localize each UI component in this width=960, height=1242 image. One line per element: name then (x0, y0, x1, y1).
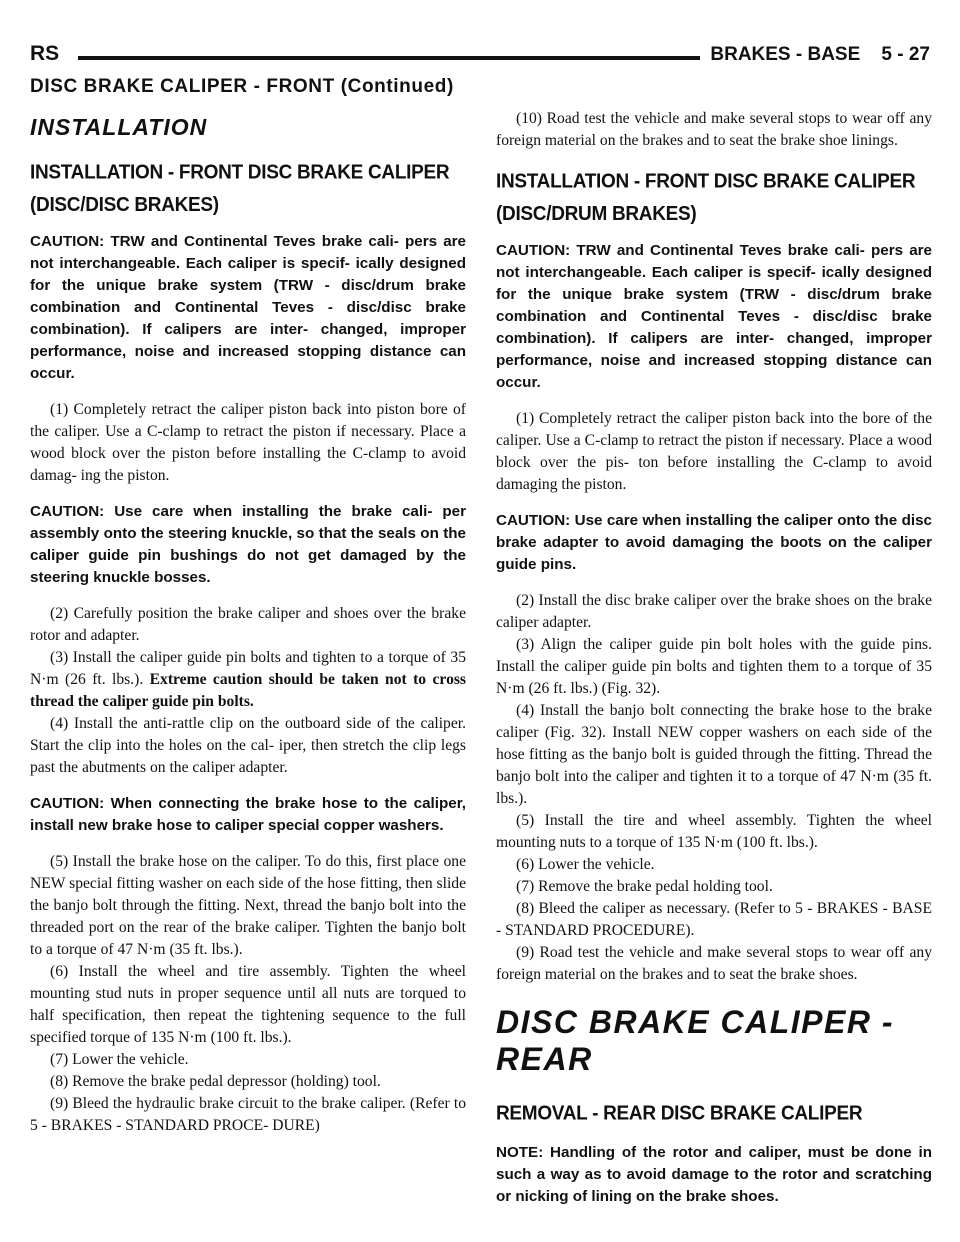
caution-note: CAUTION: When connecting the brake hose to the caliper, install new brake hose to caliper special copper washers. (30, 795, 466, 834)
procedure-step: (2) Install the disc brake caliper over the brake shoes on the brake caliper adapter. (496, 592, 932, 631)
disc-disc-installation-heading: INSTALLATION - FRONT DISC BRAKE CALIPER (DISC/DISC BRAKES) (30, 161, 450, 217)
procedure-step: (5) Install the tire and wheel assembly. Tighten the wheel mounting nuts to a torque of 135 N·m (100 ft. lbs.). (496, 812, 932, 851)
caution-note: CAUTION: Use care when installing the caliper onto the disc brake adapter to avoid damaging the boots on the caliper guide pins. (496, 512, 932, 573)
procedure-step: (1) Completely retract the caliper piston back into the bore of the caliper. Use a C-clamp to retract the piston if necessary. Place a wood block over the pis- ton before installing the C-clamp to avoid damaging the piston. (496, 410, 932, 493)
procedure-step: (6) Install the wheel and tire assembly. Tighten the wheel mounting stud nuts in proper sequence until all nuts are torqued to half specification, then repeat the tightening sequence to the full specified torque of 135 N·m (100 ft. lbs.). (30, 963, 466, 1046)
procedure-step: (6) Lower the vehicle. (516, 856, 655, 873)
procedure-step: (9) Road test the vehicle and make several stops to wear off any foreign material on the brakes and to seat the brake shoes. (496, 944, 932, 983)
procedure-step: (7) Lower the vehicle. (50, 1051, 189, 1068)
procedure-step: (2) Carefully position the brake caliper and shoes over the brake rotor and adapter. (30, 605, 466, 644)
procedure-step: (3) Align the caliper guide pin bolt holes with the guide pins. Install the caliper guide pin bolts and tighten them to a torque of 35 N·m (26 ft. lbs.) (Fig. 32). (496, 636, 932, 697)
procedure-step: (5) Install the brake hose on the caliper. To do this, first place one NEW special fitting washer on each side of the hose fitting, then slide the banjo bolt through the fitting. Next, thread the banjo bolt into the threaded port on the rear of the brake caliper. Tighten the banjo bolt to a torque of 47 N·m (35 ft. lbs.). (30, 853, 466, 958)
procedure-step: (7) Remove the brake pedal holding tool. (516, 878, 773, 895)
step-text: (3) Install the caliper guide pin bolts and tighten to a torque of 35 N·m (26 ft. lbs.). (30, 649, 466, 688)
left-column (30, 108, 466, 1137)
right-column (496, 108, 932, 1222)
caution-note: CAUTION: TRW and Continental Teves brake cali- pers are not interchangeable. Each caliper is specif- ically designed for the unique brake system (TRW - disc/drum brake combination and Continental Teves - disc/disc brake combination). If calipers are inter- changed, improper performance, noise and increased stopping distance can occur. (30, 233, 466, 382)
header-model-code: RS (30, 42, 60, 65)
header-section (710, 44, 930, 66)
caution-note: CAUTION: TRW and Continental Teves brake cali- pers are not interchangeable. Each caliper is specif- ically designed for the unique brake system (TRW - disc/drum brake combination and Continental Teves - disc/disc brake combination). If calipers are inter- changed, improper performance, noise and increased stopping distance can occur. (496, 242, 932, 391)
header-rule (78, 56, 700, 60)
rear-caliper-heading: DISC BRAKE CALIPER - REAR (496, 1004, 895, 1077)
continued-title: DISC BRAKE CALIPER - FRONT (Continued) (30, 76, 454, 97)
procedure-step: (4) Install the banjo bolt connecting the brake hose to the brake caliper (Fig. 32). Install NEW copper washers on each side of the hose fitting as the banjo bolt is guided through the fitting. Thread the banjo bolt into the caliper and tighten it to a torque of 47 N·m (35 ft. lbs.). (496, 702, 932, 807)
caution-note: CAUTION: Use care when installing the brake cali- per assembly onto the steering knuckle, so that the seals on the caliper guide pin bushings do not get damaged by the steering knuckle bosses. (30, 503, 466, 586)
procedure-step: (9) Bleed the hydraulic brake circuit to the brake caliper. (Refer to 5 - BRAKES - STANDARD PROCE- DURE) (30, 1095, 466, 1134)
disc-drum-installation-heading: INSTALLATION - FRONT DISC BRAKE CALIPER (DISC/DRUM BRAKES) (496, 170, 916, 226)
installation-heading: INSTALLATION (30, 114, 208, 140)
procedure-step: (4) Install the anti-rattle clip on the outboard side of the caliper. Start the clip into the holes on the cal- iper, then stretch the clip legs past the abutments on the caliper adapter. (30, 715, 466, 776)
procedure-step (30, 647, 466, 713)
procedure-step: (8) Remove the brake pedal depressor (holding) tool. (50, 1073, 381, 1090)
procedure-step: (10) Road test the vehicle and make several stops to wear off any foreign material on the brakes and to seat the brake shoe linings. (496, 110, 932, 149)
procedure-step: (8) Bleed the caliper as necessary. (Refer to 5 - BRAKES - BASE - STANDARD PROCEDURE). (496, 900, 932, 939)
header-page-number: 5 - 27 (881, 44, 930, 65)
rear-removal-heading: REMOVAL - REAR DISC BRAKE CALIPER (496, 1102, 863, 1125)
header-section-title: BRAKES - BASE (710, 44, 861, 65)
procedure-step: (1) Completely retract the caliper piston back into piston bore of the caliper. Use a C-clamp to retract the piston if necessary. Place a wood block over the piston before installing the C-clamp to avoid damag- ing the piston. (30, 401, 466, 484)
page-header (30, 42, 930, 72)
note-text: NOTE: Handling of the rotor and caliper, must be done in such a way as to avoid damage to the rotor and scratching or nicking of lining on the brake shoes. (496, 1144, 932, 1205)
step-warning-text: Extreme caution should be taken not to cross thread the caliper guide pin bolts. (30, 671, 467, 710)
